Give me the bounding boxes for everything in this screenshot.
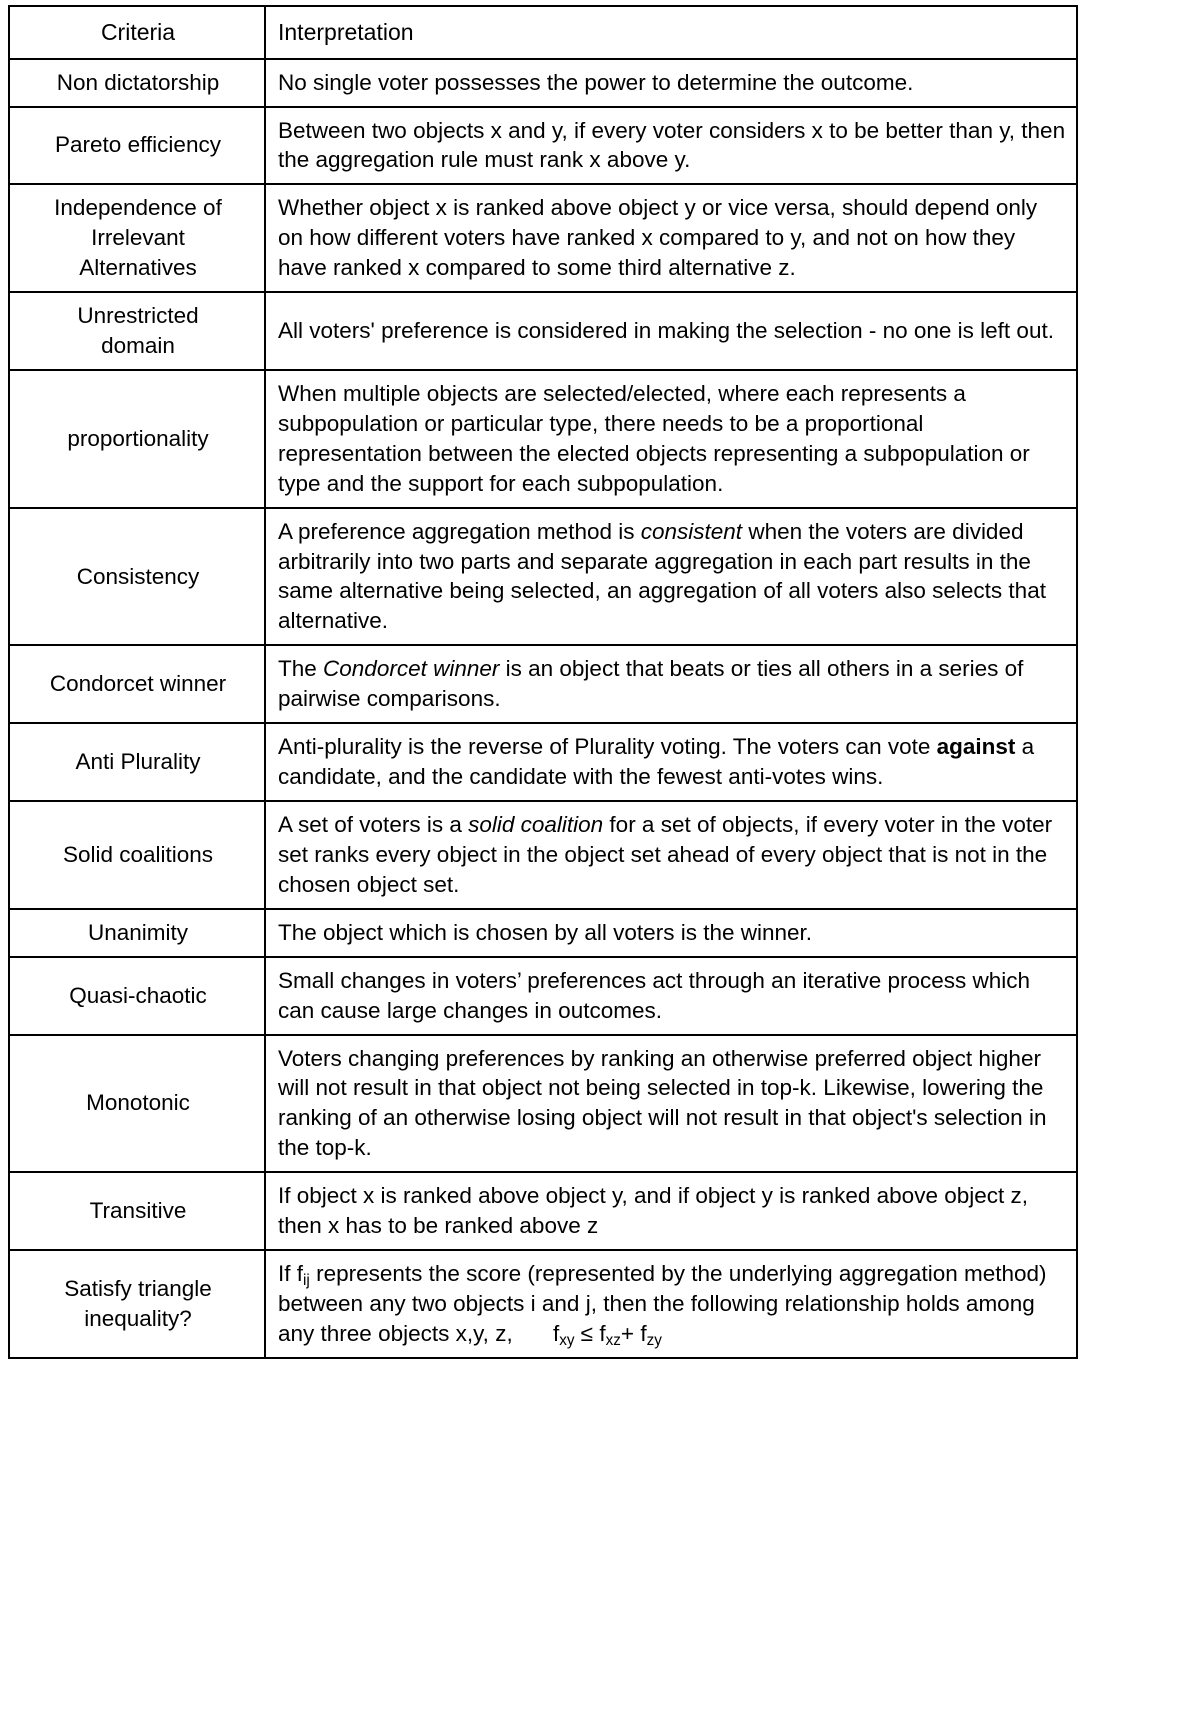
table-row xyxy=(9,292,1077,370)
criteria-interpretation-table xyxy=(8,5,1078,1359)
interpretation-cell xyxy=(265,723,1077,801)
interpretation-cell xyxy=(265,1250,1077,1358)
criteria-name-cell: Solid coalitions xyxy=(9,801,265,909)
interpretation-text: A set of voters is a xyxy=(278,812,469,838)
table-row xyxy=(9,723,1077,801)
subscript-text: ij xyxy=(303,1272,310,1290)
table-header-row xyxy=(9,6,1077,59)
criteria-name-cell: Quasi-chaotic xyxy=(9,957,265,1035)
interpretation-cell: If object x is ranked above object y, and if object y is ranked above object z, then x has to be ranked above z xyxy=(265,1172,1077,1250)
emphasis-text: Condorcet winner xyxy=(323,656,500,682)
criteria-name-line: Irrelevant xyxy=(91,225,185,251)
criteria-name-cell xyxy=(9,1250,265,1358)
interpretation-cell: Between two objects x and y, if every voter considers x to be better than y, then the aggregation rule must rank x above y. xyxy=(265,107,1077,185)
interpretation-cell: No single voter possesses the power to determine the outcome. xyxy=(265,59,1077,107)
criteria-name-line: Alternatives xyxy=(79,255,197,281)
criteria-name-line: domain xyxy=(101,333,175,359)
criteria-name-cell: Condorcet winner xyxy=(9,645,265,723)
table-row xyxy=(9,1035,1077,1173)
criteria-name-cell: Transitive xyxy=(9,1172,265,1250)
criteria-name-cell: Non dictatorship xyxy=(9,59,265,107)
interpretation-cell xyxy=(265,801,1077,909)
emphasis-text: consistent xyxy=(640,518,743,544)
interpretation-cell xyxy=(265,645,1077,723)
criteria-name-cell: proportionality xyxy=(9,370,265,508)
interpretation-text: for a set of objects, if every voter in the voter set ranks every object in the object set ahead of every object that is not in the chosen object set. xyxy=(278,812,1053,897)
subscript-text: zy xyxy=(646,1332,662,1350)
interpretation-text: If f xyxy=(278,1261,304,1287)
interpretation-text: A preference aggregation method is xyxy=(278,518,641,544)
table-row xyxy=(9,957,1077,1035)
table-row xyxy=(9,645,1077,723)
emphasis-text: solid coalition xyxy=(468,812,604,838)
interpretation-cell: All voters' preference is considered in making the selection - no one is left out. xyxy=(265,292,1077,370)
interpretation-text: + f xyxy=(620,1320,647,1346)
interpretation-cell: Small changes in voters’ preferences act through an iterative process which can cause large changes in outcomes. xyxy=(265,957,1077,1035)
criteria-name-line: Satisfy triangle xyxy=(64,1276,212,1302)
criteria-name-line: Unrestricted xyxy=(77,303,199,329)
interpretation-text: The xyxy=(278,656,324,682)
table-row xyxy=(9,107,1077,185)
table-row xyxy=(9,59,1077,107)
subscript-text: xz xyxy=(605,1332,621,1350)
column-header-interpretation: Interpretation xyxy=(265,6,1077,59)
interpretation-text: ≤ f xyxy=(574,1320,606,1346)
interpretation-text: f xyxy=(552,1320,560,1346)
table-row xyxy=(9,370,1077,508)
table-row xyxy=(9,1172,1077,1250)
interpretation-text: is an object that beats or ties all others in a series of pairwise comparisons. xyxy=(278,656,1024,712)
criteria-name-cell xyxy=(9,184,265,292)
subscript-text: xy xyxy=(559,1332,575,1350)
criteria-name-line: Independence of xyxy=(54,195,222,221)
table-body xyxy=(9,6,1077,1358)
table-row xyxy=(9,909,1077,957)
table-row xyxy=(9,801,1077,909)
interpretation-cell: Whether object x is ranked above object y or vice versa, should depend only on how different voters have ranked x compared to y, and not on how they have ranked x compared to some third alternative z. xyxy=(265,184,1077,292)
interpretation-text: represents the score (represented by the underlying aggregation method) between any two objects i and j, then the following relationship holds among any three objects x,y, z, xyxy=(278,1261,1047,1346)
interpretation-cell: Voters changing preferences by ranking an otherwise preferred object higher will not result in that object not being selected in top-k. Likewise, lowering the ranking of an otherwise losing object will not result in that object's selection in the top-k. xyxy=(265,1035,1077,1173)
interpretation-cell: When multiple objects are selected/elected, where each represents a subpopulation or particular type, there needs to be a proportional representation between the elected objects representing a subpopulation or type and the support for each subpopulation. xyxy=(265,370,1077,508)
interpretation-text: when the voters are divided arbitrarily into two parts and separate aggregation in each part results in the same alternative being selected, an aggregation of all voters also selects that alternative. xyxy=(278,518,1046,634)
table-row xyxy=(9,508,1077,646)
strong-text: against xyxy=(936,734,1016,760)
column-header-criteria: Criteria xyxy=(9,6,265,59)
interpretation-text: a candidate, and the candidate with the fewest anti-votes wins. xyxy=(278,734,1035,790)
table-row xyxy=(9,1250,1077,1358)
criteria-name-cell: Consistency xyxy=(9,508,265,646)
criteria-name-line: inequality? xyxy=(84,1305,192,1331)
table-row xyxy=(9,184,1077,292)
interpretation-cell xyxy=(265,508,1077,646)
criteria-name-cell: Pareto efficiency xyxy=(9,107,265,185)
criteria-name-cell xyxy=(9,292,265,370)
interpretation-text: Anti-plurality is the reverse of Plurality voting. The voters can vote xyxy=(278,734,937,760)
criteria-name-cell: Anti Plurality xyxy=(9,723,265,801)
criteria-name-cell: Unanimity xyxy=(9,909,265,957)
interpretation-cell: The object which is chosen by all voters is the winner. xyxy=(265,909,1077,957)
criteria-name-cell: Monotonic xyxy=(9,1035,265,1173)
